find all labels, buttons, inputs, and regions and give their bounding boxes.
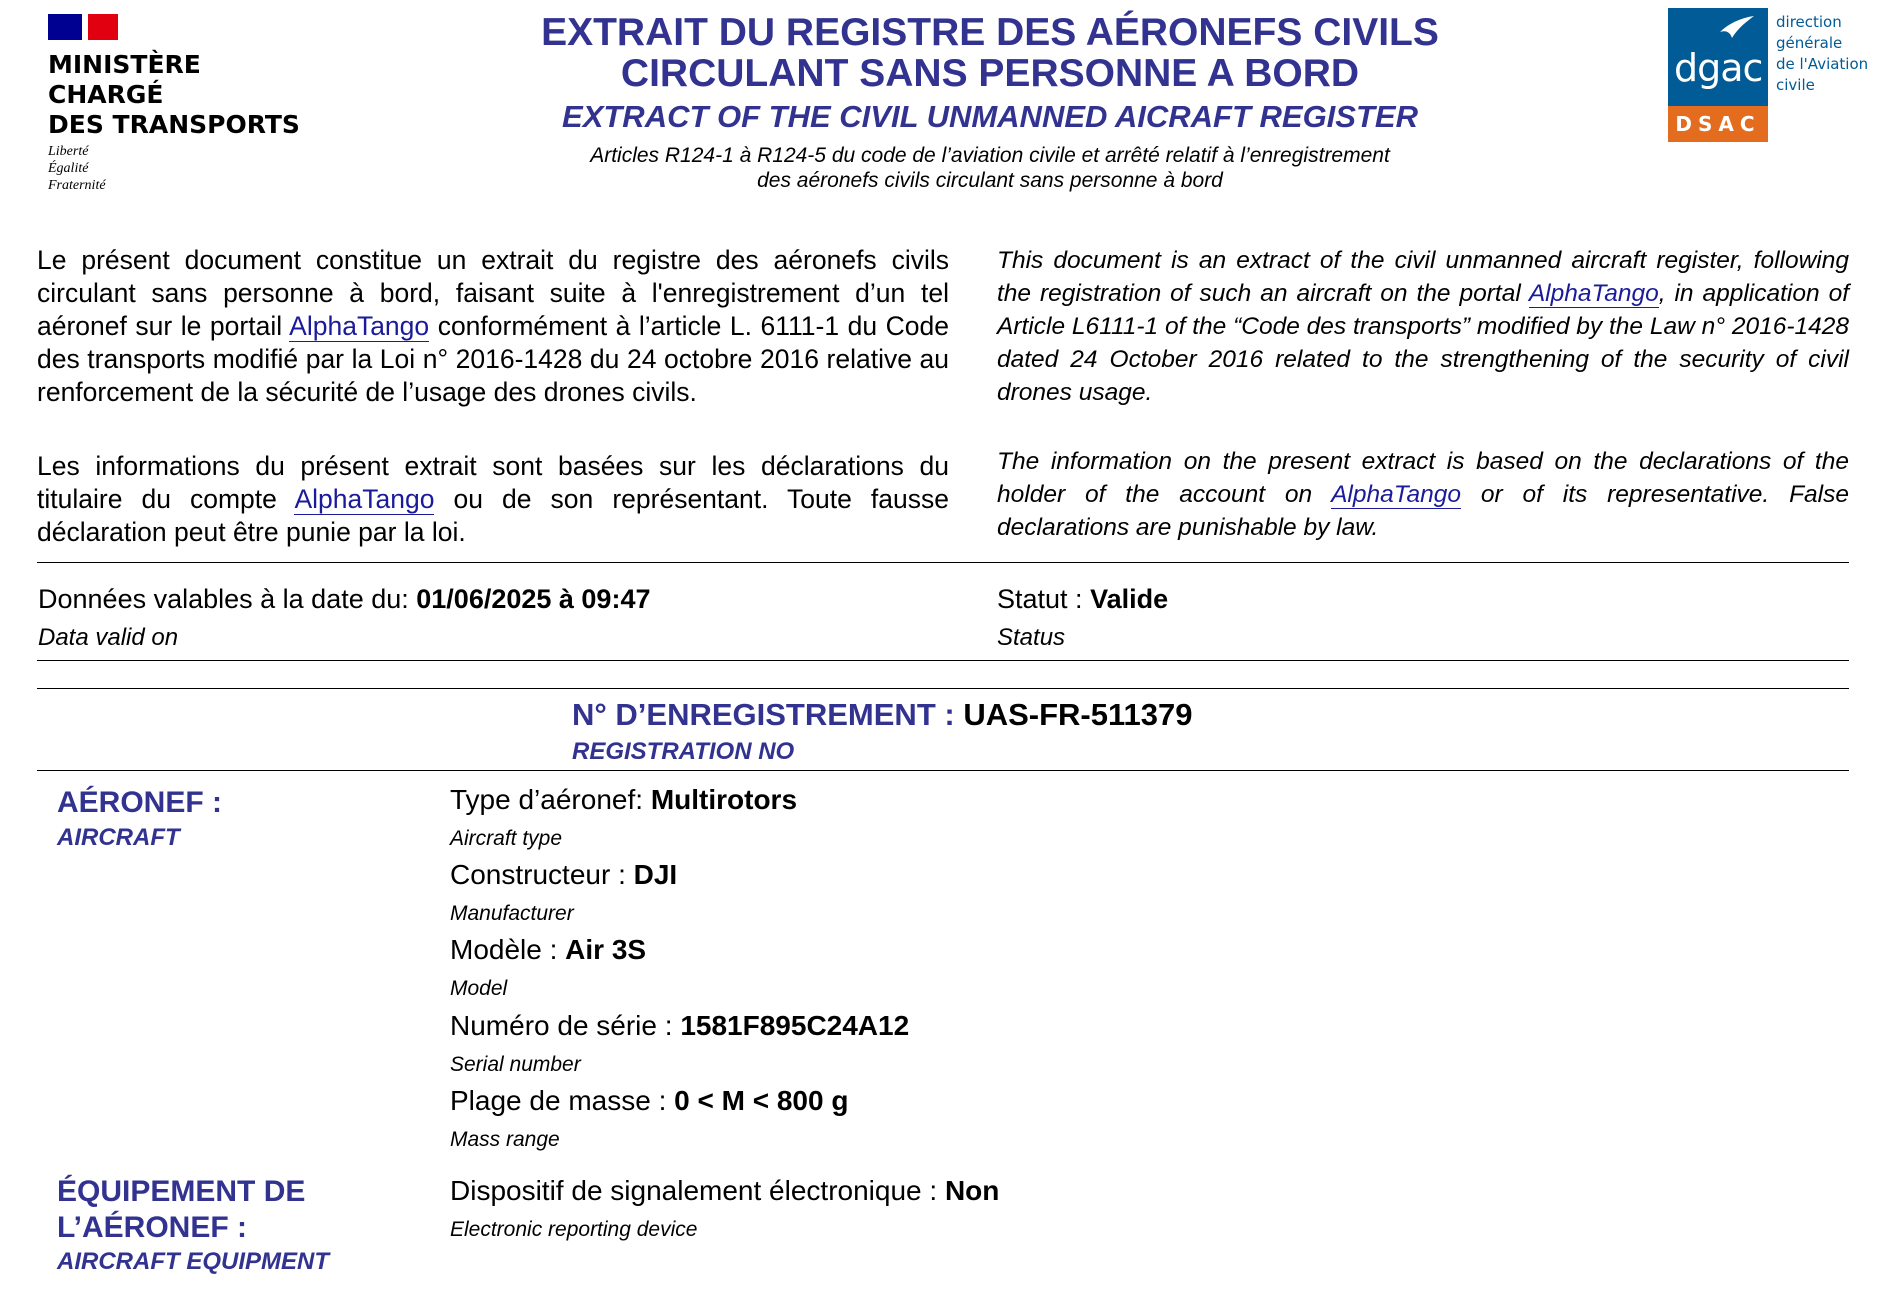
republic-flag-logo: [48, 14, 118, 40]
motto-line: Liberté: [48, 144, 89, 159]
republic-motto: [48, 143, 106, 194]
intro-paragraph-en-1: [997, 244, 1849, 409]
field-value: Air 3S: [565, 934, 647, 965]
legal-line: des aéronefs civils circulant sans personne à bord: [757, 169, 1223, 192]
dgac-logo-text: dgac: [1674, 46, 1763, 90]
document-title-en: EXTRACT OF THE CIVIL UNMANNED AICRAFT REGISTER: [562, 99, 1418, 134]
aircraft-type-field: [450, 783, 797, 817]
valid-date: [38, 583, 650, 615]
title-line: EXTRAIT DU REGISTRE DES AÉRONEFS CIVILS: [541, 11, 1439, 54]
flag-blue-part: [48, 14, 82, 40]
field-label: Constructeur :: [450, 859, 634, 890]
divider: [37, 562, 1849, 563]
model-field: [450, 933, 646, 967]
status-label: Statut :: [997, 584, 1091, 614]
dsac-logo: DSAC: [1668, 106, 1768, 142]
equipment-title-line: ÉQUIPEMENT DE: [57, 1175, 306, 1208]
legal-reference: [400, 143, 1580, 193]
aircraft-section-title: AÉRONEF :: [57, 786, 222, 819]
intro-paragraph-fr-2: [37, 450, 949, 549]
dgac-name-line: direction: [1776, 13, 1842, 31]
field-label: Dispositif de signalement électronique :: [450, 1175, 945, 1206]
document-title: [400, 12, 1580, 94]
field-label-en: Manufacturer: [450, 902, 574, 925]
field-label-en: Aircraft type: [450, 827, 563, 850]
registration-value: UAS-FR-511379: [963, 697, 1193, 732]
field-label: Type d’aéronef:: [450, 784, 651, 815]
field-label-en: Serial number: [450, 1053, 581, 1076]
valid-date-label-en: Data valid on: [38, 624, 179, 651]
registration-label-en: REGISTRATION NO: [572, 738, 795, 765]
dgac-logo: [1668, 8, 1768, 106]
title-line: CIRCULANT SANS PERSONNE A BORD: [620, 52, 1360, 95]
dgac-name-line: civile: [1776, 76, 1815, 94]
field-label: Modèle :: [450, 934, 566, 965]
dgac-name-line: générale: [1776, 34, 1843, 52]
plane-swoosh-icon: [1718, 14, 1756, 40]
field-value: 1581F895C24A12: [680, 1010, 910, 1041]
text-run: , in application of Article L6111-1 of the “Code des transports” modified by the Law n° 2016-1428 dated 24 October 2016 related to the strengthening of the security of civil drones usage.: [997, 280, 1850, 406]
flag-red-part: [88, 14, 118, 40]
field-value: DJI: [633, 859, 678, 890]
intro-paragraph-en-2: [997, 445, 1849, 544]
text-run: ou de son représentant. Toute fausse déclaration peut être punie par la loi.: [37, 484, 949, 547]
registration-number: [572, 696, 1192, 734]
equipment-title-line: L’AÉRONEF :: [57, 1211, 248, 1244]
ministry-line: MINISTÈRE: [48, 50, 201, 79]
motto-line: Égalité: [48, 161, 89, 176]
alphatango-link[interactable]: AlphaTango: [289, 311, 430, 341]
registration-label: N° D’ENREGISTREMENT :: [572, 697, 964, 732]
motto-line: Fraternité: [48, 178, 106, 193]
alphatango-link[interactable]: AlphaTango: [1528, 280, 1659, 307]
field-label-en: Model: [450, 977, 508, 1000]
text-run: This document is an extract of the civil unmanned aircraft register, following the registration of such an aircraft on the portal: [997, 247, 1849, 307]
dgac-name-line: de l'Aviation: [1776, 55, 1869, 73]
status-value: Valide: [1090, 584, 1169, 614]
dgac-full-name: [1776, 12, 1868, 96]
field-label-en: Electronic reporting device: [450, 1218, 698, 1241]
manufacturer-field: [450, 858, 677, 892]
aircraft-section-title-en: AIRCRAFT: [57, 824, 180, 851]
text-run: conformément à l’article L. 6111-1 du Code des transports modifié par la Loi n° 2016-1428 du 24 octobre 2016 relative au renforcement de la sécurité de l’usage des drones civils.: [37, 311, 949, 407]
legal-line: Articles R124-1 à R124-5 du code de l’aviation civile et arrêté relatif à l’enregistrement: [590, 144, 1390, 167]
field-label: Numéro de série :: [450, 1010, 681, 1041]
serial-number-field: [450, 1009, 909, 1043]
ministry-line: CHARGÉ: [48, 80, 164, 109]
valid-date-value: 01/06/2025 à 09:47: [416, 584, 651, 614]
intro-paragraph-fr-1: [37, 244, 949, 409]
field-label: Plage de masse :: [450, 1085, 675, 1116]
divider: [37, 660, 1849, 661]
alphatango-link[interactable]: AlphaTango: [294, 484, 435, 514]
text-run: or of its representative. False declarations are punishable by law.: [997, 481, 1849, 541]
field-value: Non: [944, 1175, 1000, 1206]
electronic-reporting-field: [450, 1174, 999, 1208]
equipment-section-title-en: AIRCRAFT EQUIPMENT: [57, 1248, 329, 1275]
equipment-section-title: [57, 1174, 305, 1246]
divider: [37, 770, 1849, 771]
text-run: Les informations du présent extrait sont basées sur les déclarations du titulaire du compte: [37, 451, 949, 514]
mass-range-field: [450, 1084, 848, 1118]
field-value: Multirotors: [650, 784, 798, 815]
ministry-name: [48, 50, 300, 140]
field-value: 0 < M < 800 g: [674, 1085, 849, 1116]
status: [997, 583, 1168, 615]
text-run: Le présent document constitue un extrait du registre des aéronefs civils circulant sans personne à bord, faisant suite à l'enregistrement d’un tel aéronef sur le portail: [37, 245, 949, 341]
alphatango-link[interactable]: AlphaTango: [1331, 481, 1461, 508]
valid-date-label: Données valables à la date du:: [38, 584, 417, 614]
text-run: The information on the present extract is based on the declarations of the holder of the account on: [997, 448, 1849, 508]
ministry-line: DES TRANSPORTS: [48, 110, 300, 139]
divider: [37, 688, 1849, 689]
field-label-en: Mass range: [450, 1128, 560, 1151]
status-label-en: Status: [997, 624, 1066, 651]
